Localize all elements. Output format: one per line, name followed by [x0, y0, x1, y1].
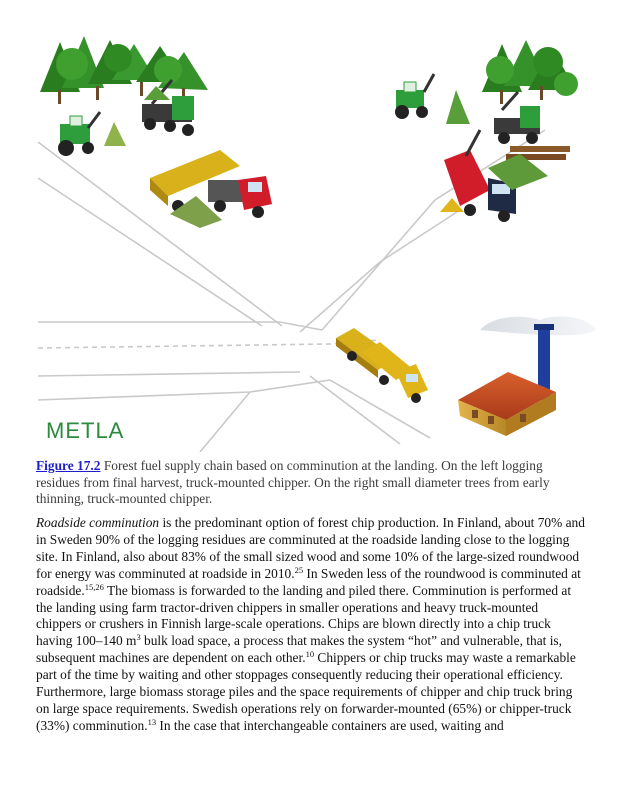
heating-plant	[458, 316, 596, 436]
left-forest	[40, 36, 208, 104]
caption-text: Forest fuel supply chain based on comminution at the landing. On the left logging residues from final harvest, truck-mounted chipper. On the right small diameter trees from early thinning, truck-mounted chipper.	[36, 458, 550, 507]
paragraph-part-4: bulk load space, a process that makes the system “hot” and vulnerable, that is, subsequent machines are dependent on each other.	[36, 633, 562, 666]
unit-superscript: 3	[136, 632, 141, 643]
citation-10: 10	[305, 649, 315, 660]
term-roadside-comminution: Roadside comminution	[36, 515, 160, 530]
paragraph-part-3: The biomass is forwarded to the landing and piled there. Comminution is performed at the landing using farm tractor-driven chippers in smaller operations and heavy truck-mounted chippers or crushers in Finnish large-scale operations. Chips are blown directly into a chip truck having 100–140 m	[36, 582, 572, 649]
chipper-truck-left	[150, 150, 272, 228]
forwarder-right	[494, 92, 570, 160]
metla-logo: METLA	[46, 418, 125, 443]
body-paragraph	[36, 515, 586, 735]
figure-caption	[36, 458, 581, 508]
right-forest	[482, 40, 578, 104]
citation-15-26: 15,26	[84, 581, 104, 592]
figure-reference-link[interactable]: Figure 17.2	[36, 458, 101, 473]
citation-13: 13	[147, 716, 157, 727]
paragraph-part-1: is the predominant option of forest chip production. In Finland, about 70% and in Sweden 90% of the logging residues are comminuted at the roadside landing close to the logging site. In Finland, also about 83% of the small sized wood and some 10% of the large-sized roundwood for energy was comminuted at roadside in 2010.	[36, 515, 585, 581]
tractor-left	[58, 112, 126, 156]
paragraph-part-6: In the case that interchangeable containers are used, waiting and	[156, 717, 504, 733]
paragraph-part-2: In Sweden less of the roundwood is comminuted at roadside.	[36, 565, 581, 598]
tractor-right	[395, 74, 470, 124]
paragraph-part-5: Chippers or chip trucks may waste a remarkable part of the time by waiting and other stoppages consequently reducing their operational efficiency. Furthermore, large biomass storage piles and the space requirements of chipper and chip truck bring on large space requirements. Swedish operations rely on forwarder-mounted (65%) or chipper-truck (33%) comminution.	[36, 650, 576, 733]
citation-25: 25	[294, 564, 304, 575]
